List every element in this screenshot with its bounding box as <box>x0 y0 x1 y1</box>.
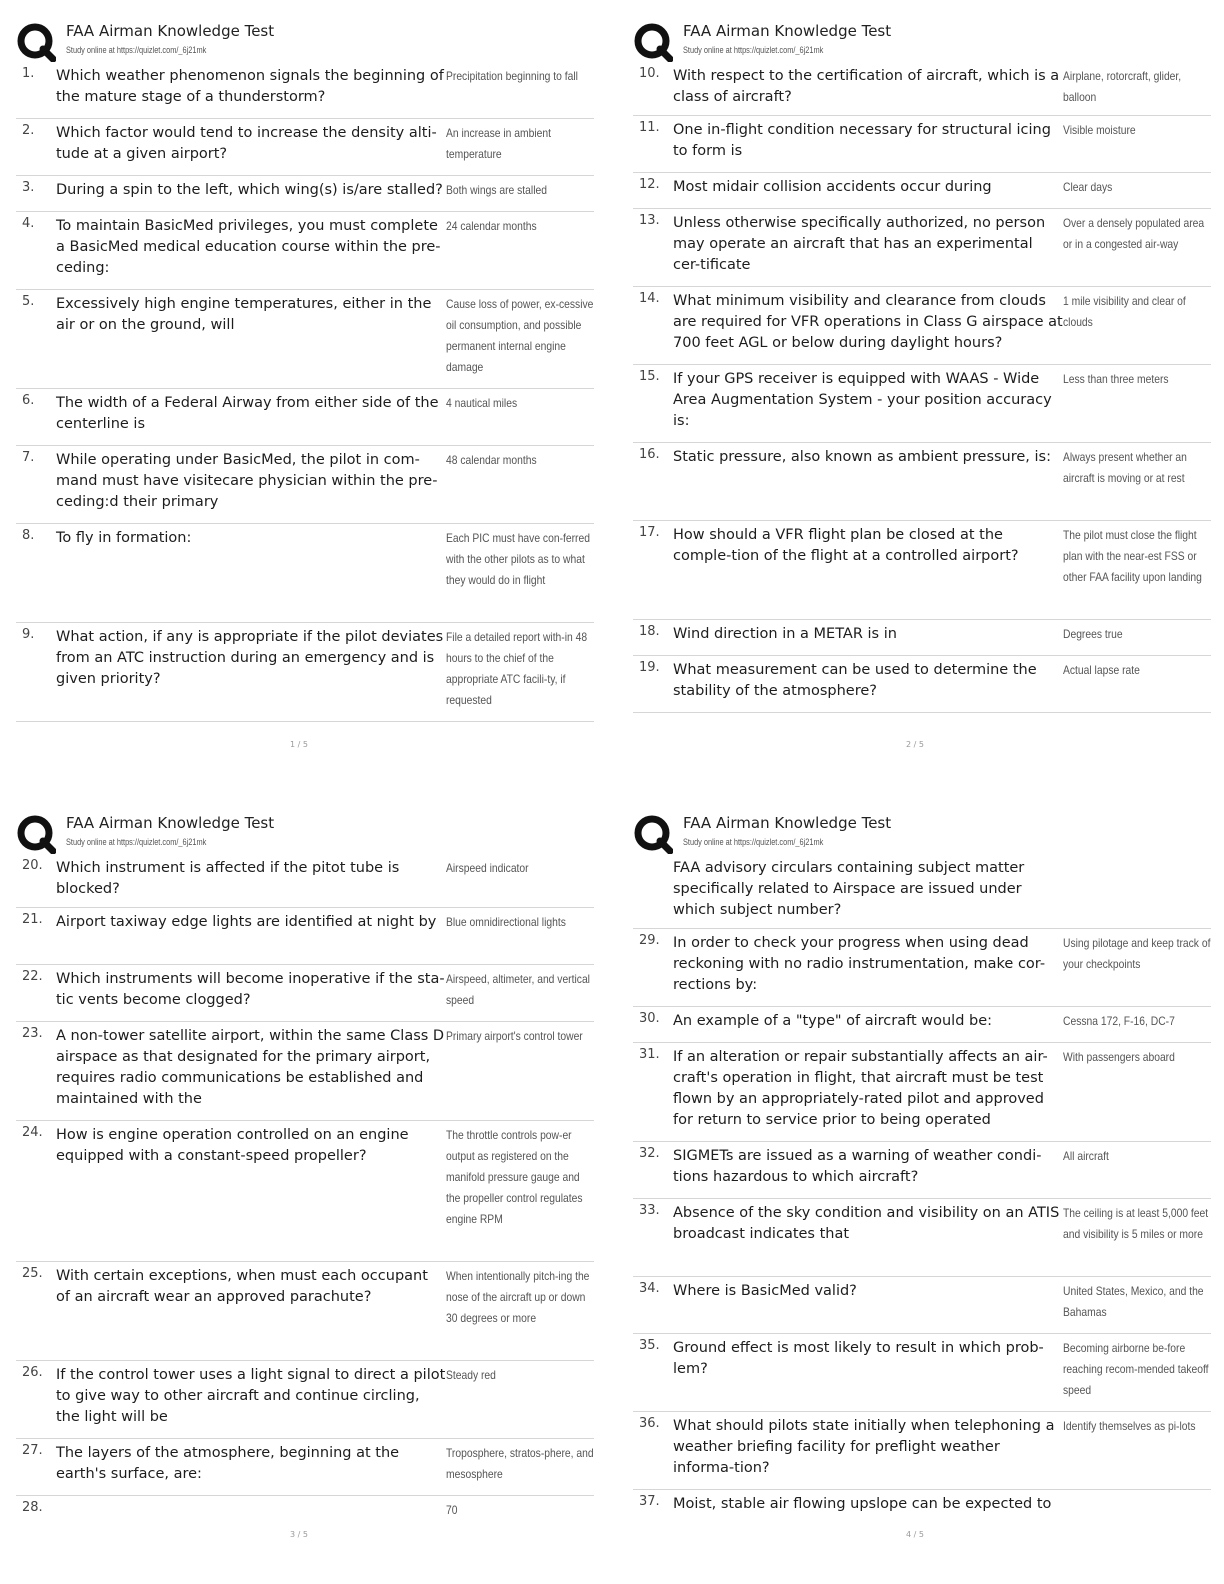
question-text: While operating under BasicMed, the pilot in com-mand must have visitecare physician within the pre-ceding:d their primary <box>56 452 438 510</box>
page-4 <box>633 810 1211 1526</box>
answer-text: With passengers aboard <box>1063 1050 1175 1064</box>
question-number: 24. <box>22 1125 43 1140</box>
answer-text: The throttle controls pow-er output as registered on the manifold pressure gauge and the propeller control regulates engine RPM <box>446 1128 583 1226</box>
question-row <box>633 656 1211 713</box>
question-row <box>633 365 1211 443</box>
answer-text: 1 mile visibility and clear of clouds <box>1063 294 1186 329</box>
question-row <box>633 443 1211 521</box>
answer-text <box>1063 1494 1190 1520</box>
question-number: 25. <box>22 1266 43 1281</box>
question-row <box>633 1142 1211 1199</box>
page-header <box>633 810 1211 854</box>
question-row <box>16 119 594 176</box>
question-row <box>633 620 1211 656</box>
question-text: During a spin to the left, which wing(s) is/are stalled? <box>56 182 443 198</box>
answer-text: Cessna 172, F-16, DC-7 <box>1063 1014 1175 1028</box>
question-text: Which weather phenomenon signals the beginning of the mature stage of a thunderstorm? <box>56 68 444 105</box>
question-row <box>633 1412 1211 1490</box>
question-text: Moist, stable air flowing upslope can be expected to <box>673 1496 1052 1512</box>
question-text: What action, if any is appropriate if the pilot deviates from an ATC instruction during an emergency and is given priority? <box>56 629 444 687</box>
page-3 <box>16 810 594 1532</box>
question-row <box>16 1496 594 1532</box>
question-row <box>633 62 1211 116</box>
quizlet-logo-icon <box>16 814 56 854</box>
answer-text: United States, Mexico, and the Bahamas <box>1063 1284 1204 1319</box>
question-row <box>633 116 1211 173</box>
question-text: In order to check your progress when using dead reckoning with no radio instrumentation, make cor-rections by: <box>673 935 1046 993</box>
header-title: FAA Airman Knowledge Test <box>683 814 892 832</box>
header-subtitle: Study online at https://quizlet.com/_6j21mk <box>683 45 824 55</box>
question-number: 4. <box>22 216 35 231</box>
question-text: How should a VFR flight plan be closed at the comple-tion of the flight at a controlled airport? <box>673 527 1019 564</box>
question-text: If an alteration or repair substantially affects an air-craft's operation in flight, that aircraft must be test flown by an appropriately-rated pilot and approved for return to service prior to being operated <box>673 1049 1048 1128</box>
question-text: SIGMETs are issued as a warning of weather condi-tions hazardous to which aircraft? <box>673 1148 1042 1185</box>
question-text: Which instruments will become inoperative if the sta-tic vents become clogged? <box>56 971 445 1008</box>
question-text: Airport taxiway edge lights are identified at night by <box>56 914 437 930</box>
answer-text: Precipitation beginning to fall <box>446 69 578 83</box>
question-row <box>633 854 1211 929</box>
page-footer: 2 / 5 <box>906 740 924 749</box>
question-row <box>16 623 594 722</box>
question-text: The layers of the atmosphere, beginning at the earth's surface, are: <box>56 1445 400 1482</box>
header-title: FAA Airman Knowledge Test <box>683 22 892 40</box>
question-row <box>16 1262 594 1361</box>
quizlet-logo-icon <box>16 22 56 62</box>
question-row <box>633 1490 1211 1526</box>
question-number: 16. <box>639 447 660 462</box>
question-number: 2. <box>22 123 35 138</box>
question-number: 37. <box>639 1494 660 1509</box>
question-row <box>16 446 594 524</box>
question-number: 33. <box>639 1203 660 1218</box>
answer-text: Airspeed, altimeter, and vertical speed <box>446 972 590 1007</box>
question-text: If the control tower uses a light signal to direct a pilot to give way to other aircraft and continue circling, the light will be <box>56 1367 446 1425</box>
answer-text: Troposphere, stratos-phere, and mesosphere <box>446 1446 594 1481</box>
answer-text: Each PIC must have con-ferred with the other pilots as to what they would do in flight <box>446 531 590 587</box>
question-text: FAA advisory circulars containing subject matter specifically related to Airspace are issued under which subject number? <box>673 860 1025 918</box>
question-text: Ground effect is most likely to result in which prob-lem? <box>673 1340 1044 1377</box>
question-number: 7. <box>22 450 35 465</box>
question-text: Wind direction in a METAR is in <box>673 626 897 642</box>
question-number: 20. <box>22 858 43 873</box>
question-number: 34. <box>639 1281 660 1296</box>
answer-text: All aircraft <box>1063 1149 1109 1163</box>
question-text: One in-flight condition necessary for structural icing to form is <box>673 122 1051 159</box>
header-subtitle: Study online at https://quizlet.com/_6j21mk <box>66 837 207 847</box>
answer-text: 4 nautical miles <box>446 396 518 410</box>
answer-text: Blue omnidirectional lights <box>446 915 566 929</box>
question-row <box>633 173 1211 209</box>
answer-text: Airplane, rotorcraft, glider, balloon <box>1063 69 1182 104</box>
answer-text: Using pilotage and keep track of your checkpoints <box>1063 936 1211 971</box>
question-number: 19. <box>639 660 660 675</box>
question-row <box>633 1277 1211 1334</box>
question-number: 9. <box>22 627 35 642</box>
question-row <box>16 62 594 119</box>
question-text: A non-tower satellite airport, within the same Class D airspace as that designated for the primary airport, requires radio communications be established and maintained with the <box>56 1028 445 1107</box>
question-number: 18. <box>639 624 660 639</box>
question-number: 23. <box>22 1026 43 1041</box>
answer-text: Over a densely populated area or in a congested air-way <box>1063 216 1205 251</box>
question-number: 6. <box>22 393 35 408</box>
question-number: 26. <box>22 1365 43 1380</box>
answer-text: Less than three meters <box>1063 372 1169 386</box>
question-text: With respect to the certification of aircraft, which is a class of aircraft? <box>673 68 1060 105</box>
answer-text: Identify themselves as pi-lots <box>1063 1419 1196 1433</box>
answer-text: File a detailed report with-in 48 hours to the chief of the appropriate ATC facili-ty, if requested <box>446 630 588 707</box>
question-text <box>56 1500 446 1526</box>
question-number: 35. <box>639 1338 660 1353</box>
answer-text: Both wings are stalled <box>446 183 547 197</box>
answer-text: 70 <box>446 1503 458 1517</box>
question-row <box>633 287 1211 365</box>
question-number: 13. <box>639 213 660 228</box>
answer-text: Becoming airborne be-fore reaching recom-mended takeoff speed <box>1063 1341 1209 1397</box>
page-header <box>16 810 594 854</box>
page-footer: 1 / 5 <box>290 740 308 749</box>
question-row <box>16 176 594 212</box>
question-text: The width of a Federal Airway from either side of the centerline is <box>56 395 439 432</box>
question-text: What minimum visibility and clearance from clouds are required for VFR operations in Class G airspace at 700 feet AGL or below during daylight hours? <box>673 293 1063 351</box>
question-row <box>16 212 594 290</box>
question-number: 28. <box>22 1500 43 1515</box>
question-row <box>16 1361 594 1439</box>
question-row <box>16 1439 594 1496</box>
question-text: Where is BasicMed valid? <box>673 1283 857 1299</box>
page-header <box>16 18 594 62</box>
question-row <box>16 965 594 1022</box>
question-number: 31. <box>639 1047 660 1062</box>
question-number: 22. <box>22 969 43 984</box>
answer-text: 48 calendar months <box>446 453 537 467</box>
question-number: 11. <box>639 120 660 135</box>
question-row <box>16 1022 594 1121</box>
header-subtitle: Study online at https://quizlet.com/_6j21mk <box>66 45 207 55</box>
question-number: 14. <box>639 291 660 306</box>
question-number: 3. <box>22 180 35 195</box>
question-number: 10. <box>639 66 660 81</box>
quizlet-logo-icon <box>633 22 673 62</box>
answer-text: Primary airport's control tower <box>446 1029 583 1043</box>
page-footer: 4 / 5 <box>906 1530 924 1539</box>
question-row <box>633 929 1211 1007</box>
question-row <box>16 1121 594 1262</box>
answer-text: Degrees true <box>1063 627 1123 641</box>
question-row <box>16 908 594 965</box>
question-text: Which instrument is affected if the pitot tube is blocked? <box>56 860 400 897</box>
question-number: 5. <box>22 294 35 309</box>
page-1 <box>16 18 594 722</box>
question-number: 21. <box>22 912 43 927</box>
question-text: Excessively high engine temperatures, either in the air or on the ground, will <box>56 296 432 333</box>
question-number: 1. <box>22 66 35 81</box>
page-header <box>633 18 1211 62</box>
answer-text: The ceiling is at least 5,000 feet and visibility is 5 miles or more <box>1063 1206 1209 1241</box>
question-number <box>633 858 673 922</box>
question-number: 30. <box>639 1011 660 1026</box>
question-text: To fly in formation: <box>56 530 192 546</box>
question-row <box>633 209 1211 287</box>
question-row <box>633 1007 1211 1043</box>
question-text: Absence of the sky condition and visibility on an ATIS broadcast indicates that <box>673 1205 1060 1242</box>
question-row <box>16 389 594 446</box>
question-text: How is engine operation controlled on an engine equipped with a constant-speed propeller? <box>56 1127 409 1164</box>
question-number: 17. <box>639 525 660 540</box>
question-row <box>16 854 594 908</box>
answer-text: Cause loss of power, ex-cessive oil consumption, and possible permanent internal engine damage <box>446 297 594 374</box>
question-number: 27. <box>22 1443 43 1458</box>
question-number: 36. <box>639 1416 660 1431</box>
answer-text: Clear days <box>1063 180 1113 194</box>
quizlet-logo-icon <box>633 814 673 854</box>
question-row <box>633 1199 1211 1277</box>
header-title: FAA Airman Knowledge Test <box>66 22 275 40</box>
question-row <box>633 1043 1211 1142</box>
question-number: 12. <box>639 177 660 192</box>
question-row <box>633 521 1211 620</box>
question-number: 8. <box>22 528 35 543</box>
question-text: What measurement can be used to determine the stability of the atmosphere? <box>673 662 1037 699</box>
question-text: What should pilots state initially when telephoning a weather briefing facility for preflight weather informa-tion? <box>673 1418 1055 1476</box>
answer-text: Actual lapse rate <box>1063 663 1140 677</box>
page-footer: 3 / 5 <box>290 1530 308 1539</box>
answer-text: The pilot must close the flight plan with the near-est FSS or other FAA facility upon landing <box>1063 528 1202 584</box>
question-number: 29. <box>639 933 660 948</box>
question-number: 15. <box>639 369 660 384</box>
answer-text: Visible moisture <box>1063 123 1136 137</box>
answer-text: An increase in ambient temperature <box>446 126 551 161</box>
question-row <box>16 290 594 389</box>
question-text: An example of a "type" of aircraft would be: <box>673 1013 993 1029</box>
header-subtitle: Study online at https://quizlet.com/_6j21mk <box>683 837 824 847</box>
answer-text: Airspeed indicator <box>446 861 529 875</box>
question-row <box>633 1334 1211 1412</box>
question-text: If your GPS receiver is equipped with WAAS - Wide Area Augmentation System - your position accuracy is: <box>673 371 1052 429</box>
question-text: Which factor would tend to increase the density alti-tude at a given airport? <box>56 125 437 162</box>
question-row <box>16 524 594 623</box>
answer-text: Steady red <box>446 1368 496 1382</box>
answer-text: When intentionally pitch-ing the nose of the aircraft up or down 30 degrees or more <box>446 1269 590 1325</box>
answer-text <box>1063 858 1190 922</box>
question-text: To maintain BasicMed privileges, you must complete a BasicMed medical education course within the pre-ceding: <box>56 218 441 276</box>
question-text: Most midair collision accidents occur during <box>673 179 992 195</box>
question-text: Static pressure, also known as ambient pressure, is: <box>673 449 1051 465</box>
question-text: With certain exceptions, when must each occupant of an aircraft wear an approved parachute? <box>56 1268 428 1305</box>
answer-text: Always present whether an aircraft is moving or at rest <box>1063 450 1187 485</box>
question-number: 32. <box>639 1146 660 1161</box>
answer-text: 24 calendar months <box>446 219 537 233</box>
page-2 <box>633 18 1211 713</box>
header-title: FAA Airman Knowledge Test <box>66 814 275 832</box>
question-text: Unless otherwise specifically authorized, no person may operate an aircraft that has an experimental cer-tificate <box>673 215 1046 273</box>
